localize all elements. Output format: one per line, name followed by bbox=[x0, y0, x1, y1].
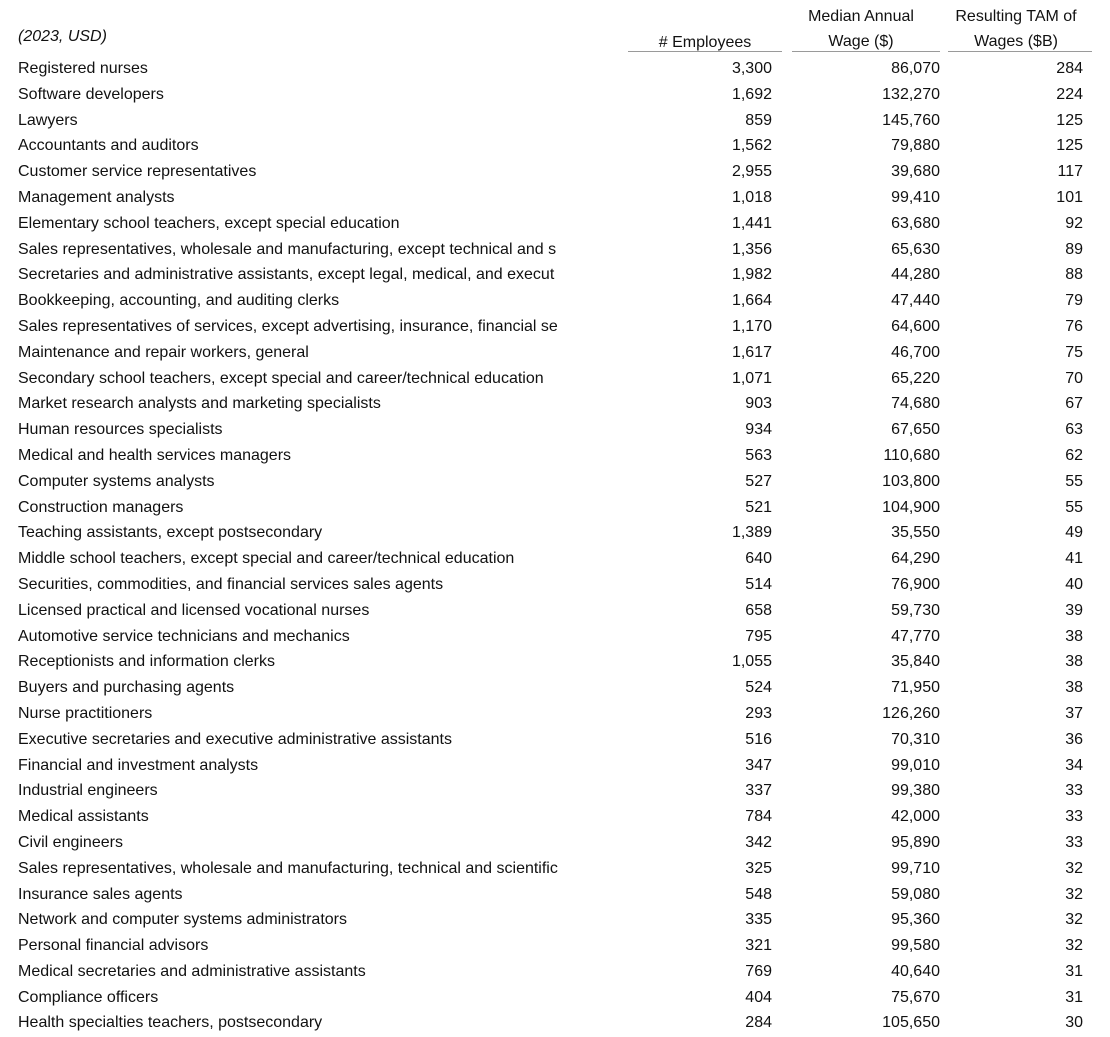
occupation-cell: Medical assistants bbox=[18, 808, 149, 826]
data-table bbox=[0, 57, 1110, 1037]
header-underline-tam bbox=[948, 51, 1092, 52]
occupation-cell: Computer systems analysts bbox=[18, 472, 215, 490]
tam-cell: 41 bbox=[1065, 550, 1083, 568]
occupation-cell: Elementary school teachers, except special education bbox=[18, 214, 400, 232]
employees-cell: 527 bbox=[745, 472, 772, 490]
employees-cell: 548 bbox=[745, 885, 772, 903]
table-row bbox=[0, 186, 1110, 212]
employees-cell: 795 bbox=[745, 627, 772, 645]
employees-cell: 1,441 bbox=[731, 214, 772, 232]
tam-cell: 34 bbox=[1065, 756, 1083, 774]
occupation-cell: Registered nurses bbox=[18, 60, 148, 77]
employees-cell: 325 bbox=[745, 859, 772, 877]
occupation-cell: Financial and investment analysts bbox=[18, 756, 259, 774]
occupation-cell: Nurse practitioners bbox=[18, 704, 153, 722]
median-wage-cell: 39,680 bbox=[891, 163, 940, 181]
tam-cell: 224 bbox=[1056, 85, 1083, 103]
employees-cell: 640 bbox=[745, 550, 772, 568]
table-row bbox=[0, 676, 1110, 702]
tam-cell: 92 bbox=[1065, 214, 1083, 232]
median-wage-cell: 110,680 bbox=[883, 446, 940, 464]
employees-cell: 903 bbox=[745, 395, 772, 413]
table-row bbox=[0, 986, 1110, 1012]
header-tam bbox=[940, 4, 1092, 54]
table-row bbox=[0, 883, 1110, 909]
employees-cell: 2,955 bbox=[731, 163, 772, 181]
tam-cell: 117 bbox=[1057, 163, 1083, 181]
occupation-cell: Licensed practical and licensed vocational nurses bbox=[18, 601, 370, 619]
header-underline-employees bbox=[628, 51, 782, 52]
median-wage-cell: 46,700 bbox=[891, 343, 940, 361]
employees-cell: 563 bbox=[745, 446, 772, 464]
occupation-cell: Middle school teachers, except special and career/technical education bbox=[18, 550, 515, 568]
median-wage-cell: 145,760 bbox=[882, 111, 940, 129]
table-row bbox=[0, 779, 1110, 805]
occupation-cell: Medical and health services managers bbox=[18, 446, 292, 464]
occupation-cell: Bookkeeping, accounting, and auditing clerks bbox=[18, 292, 340, 310]
employees-cell: 1,692 bbox=[731, 85, 772, 103]
employees-cell: 284 bbox=[745, 1014, 772, 1032]
tam-cell: 30 bbox=[1065, 1014, 1083, 1032]
table-row bbox=[0, 134, 1110, 160]
median-wage-cell: 42,000 bbox=[891, 808, 940, 826]
tam-cell: 125 bbox=[1056, 137, 1083, 155]
employees-cell: 1,664 bbox=[731, 292, 772, 310]
occupation-cell: Sales representatives, wholesale and manufacturing, except technical and s bbox=[18, 240, 557, 258]
median-wage-cell: 65,630 bbox=[891, 240, 940, 258]
tam-cell: 33 bbox=[1065, 808, 1083, 826]
tam-cell: 32 bbox=[1065, 885, 1083, 903]
employees-cell: 1,389 bbox=[731, 524, 772, 542]
occupation-cell: Personal financial advisors bbox=[18, 937, 209, 955]
employees-cell: 342 bbox=[745, 833, 772, 851]
tam-cell: 32 bbox=[1065, 911, 1083, 929]
header-wage-line1: Median Annual bbox=[808, 8, 914, 25]
median-wage-cell: 35,550 bbox=[891, 524, 940, 542]
employees-cell: 347 bbox=[745, 756, 772, 774]
table-row bbox=[0, 547, 1110, 573]
occupation-cell: Maintenance and repair workers, general bbox=[18, 343, 309, 361]
table-row bbox=[0, 238, 1110, 264]
employees-cell: 404 bbox=[745, 988, 772, 1006]
occupation-cell: Software developers bbox=[18, 85, 164, 103]
header-median-wage bbox=[782, 4, 940, 54]
header-wage-line2: Wage ($) bbox=[828, 33, 894, 50]
employees-cell: 769 bbox=[745, 962, 772, 980]
table-row bbox=[0, 1011, 1110, 1037]
employees-cell: 524 bbox=[745, 679, 772, 697]
occupation-cell: Human resources specialists bbox=[18, 421, 223, 439]
employees-cell: 521 bbox=[745, 498, 772, 516]
tam-cell: 62 bbox=[1065, 446, 1083, 464]
median-wage-cell: 47,770 bbox=[891, 627, 940, 645]
median-wage-cell: 64,600 bbox=[891, 317, 940, 335]
tam-cell: 70 bbox=[1065, 369, 1083, 387]
median-wage-cell: 99,010 bbox=[891, 756, 940, 774]
occupation-cell: Customer service representatives bbox=[18, 163, 257, 181]
occupation-cell: Health specialties teachers, postsecondary bbox=[18, 1014, 323, 1032]
table-row bbox=[0, 496, 1110, 522]
table-row bbox=[0, 109, 1110, 135]
units-label: (2023, USD) bbox=[18, 28, 107, 45]
tam-cell: 67 bbox=[1065, 395, 1083, 413]
tam-cell: 76 bbox=[1065, 317, 1083, 335]
tam-cell: 55 bbox=[1065, 498, 1083, 516]
median-wage-cell: 99,410 bbox=[891, 188, 940, 206]
table-row bbox=[0, 521, 1110, 547]
median-wage-cell: 64,290 bbox=[891, 550, 940, 568]
occupation-cell: Civil engineers bbox=[18, 833, 123, 851]
occupation-cell: Lawyers bbox=[18, 111, 78, 129]
table-row bbox=[0, 83, 1110, 109]
median-wage-cell: 59,730 bbox=[891, 601, 940, 619]
tam-cell: 33 bbox=[1065, 782, 1083, 800]
employees-cell: 293 bbox=[745, 704, 772, 722]
median-wage-cell: 105,650 bbox=[882, 1014, 940, 1032]
employees-cell: 514 bbox=[745, 575, 772, 593]
employees-cell: 3,300 bbox=[731, 60, 772, 77]
table-row bbox=[0, 212, 1110, 238]
tam-cell: 63 bbox=[1065, 421, 1083, 439]
occupation-cell: Executive secretaries and executive administrative assistants bbox=[18, 730, 452, 748]
median-wage-cell: 47,440 bbox=[891, 292, 940, 310]
tam-cell: 49 bbox=[1065, 524, 1083, 542]
header-employees-text: # Employees bbox=[658, 34, 752, 51]
tam-cell: 36 bbox=[1065, 730, 1083, 748]
table-row bbox=[0, 934, 1110, 960]
occupation-cell: Construction managers bbox=[18, 498, 184, 516]
employees-cell: 1,071 bbox=[731, 369, 772, 387]
table-row bbox=[0, 754, 1110, 780]
occupation-cell: Receptionists and information clerks bbox=[18, 653, 276, 671]
tam-cell: 125 bbox=[1056, 111, 1083, 129]
table-row bbox=[0, 702, 1110, 728]
occupation-cell: Medical secretaries and administrative assistants bbox=[18, 962, 366, 980]
table-row bbox=[0, 160, 1110, 186]
median-wage-cell: 35,840 bbox=[891, 653, 940, 671]
table-row bbox=[0, 599, 1110, 625]
table-row bbox=[0, 908, 1110, 934]
median-wage-cell: 103,800 bbox=[882, 472, 940, 490]
occupation-cell: Sales representatives, wholesale and manufacturing, technical and scientific bbox=[18, 859, 558, 877]
occupation-cell: Market research analysts and marketing specialists bbox=[18, 395, 381, 413]
median-wage-cell: 99,580 bbox=[891, 937, 940, 955]
median-wage-cell: 59,080 bbox=[891, 885, 940, 903]
tam-cell: 31 bbox=[1065, 962, 1083, 980]
employees-cell: 859 bbox=[745, 111, 772, 129]
median-wage-cell: 95,360 bbox=[891, 911, 940, 929]
tam-cell: 38 bbox=[1065, 653, 1083, 671]
employees-cell: 1,617 bbox=[731, 343, 772, 361]
median-wage-cell: 86,070 bbox=[891, 60, 940, 77]
table-row bbox=[0, 831, 1110, 857]
tam-cell: 89 bbox=[1065, 240, 1083, 258]
occupation-cell: Accountants and auditors bbox=[18, 137, 199, 155]
tam-cell: 31 bbox=[1065, 988, 1083, 1006]
table-row bbox=[0, 263, 1110, 289]
occupation-cell: Compliance officers bbox=[18, 988, 159, 1006]
tam-cell: 75 bbox=[1065, 343, 1083, 361]
median-wage-cell: 76,900 bbox=[891, 575, 940, 593]
median-wage-cell: 71,950 bbox=[891, 679, 940, 697]
employees-cell: 1,170 bbox=[731, 317, 772, 335]
occupation-cell: Network and computer systems administrators bbox=[18, 911, 347, 929]
tam-cell: 39 bbox=[1065, 601, 1083, 619]
median-wage-cell: 67,650 bbox=[891, 421, 940, 439]
occupation-cell: Insurance sales agents bbox=[18, 885, 183, 903]
employees-cell: 321 bbox=[745, 937, 772, 955]
median-wage-cell: 75,670 bbox=[891, 988, 940, 1006]
occupation-cell: Teaching assistants, except postsecondary bbox=[18, 524, 323, 542]
employees-cell: 1,018 bbox=[731, 188, 772, 206]
employees-cell: 337 bbox=[745, 782, 772, 800]
median-wage-cell: 63,680 bbox=[891, 214, 940, 232]
tam-cell: 32 bbox=[1065, 937, 1083, 955]
tam-cell: 32 bbox=[1065, 859, 1083, 877]
occupation-cell: Automotive service technicians and mechanics bbox=[18, 627, 350, 645]
median-wage-cell: 99,380 bbox=[891, 782, 940, 800]
table-row bbox=[0, 470, 1110, 496]
median-wage-cell: 104,900 bbox=[882, 498, 940, 516]
median-wage-cell: 74,680 bbox=[891, 395, 940, 413]
occupation-cell: Industrial engineers bbox=[18, 782, 158, 800]
median-wage-cell: 99,710 bbox=[891, 859, 940, 877]
tam-cell: 284 bbox=[1056, 60, 1083, 77]
tam-cell: 101 bbox=[1056, 188, 1083, 206]
table-row bbox=[0, 57, 1110, 83]
occupation-cell: Sales representatives of services, except advertising, insurance, financial se bbox=[18, 317, 558, 335]
table-row bbox=[0, 857, 1110, 883]
tam-cell: 38 bbox=[1065, 679, 1083, 697]
median-wage-cell: 44,280 bbox=[891, 266, 940, 284]
tam-cell: 38 bbox=[1065, 627, 1083, 645]
table-row bbox=[0, 444, 1110, 470]
median-wage-cell: 126,260 bbox=[882, 704, 940, 722]
occupation-cell: Secretaries and administrative assistants, except legal, medical, and execut bbox=[18, 266, 555, 284]
employees-cell: 934 bbox=[745, 421, 772, 439]
table-row bbox=[0, 573, 1110, 599]
tam-cell: 79 bbox=[1065, 292, 1083, 310]
table-row bbox=[0, 341, 1110, 367]
tam-cell: 37 bbox=[1065, 704, 1083, 722]
employees-cell: 658 bbox=[745, 601, 772, 619]
table-row bbox=[0, 392, 1110, 418]
median-wage-cell: 79,880 bbox=[891, 137, 940, 155]
table-row bbox=[0, 289, 1110, 315]
occupation-cell: Buyers and purchasing agents bbox=[18, 679, 235, 697]
table-row bbox=[0, 960, 1110, 986]
header-tam-line1: Resulting TAM of bbox=[955, 8, 1077, 25]
tam-cell: 55 bbox=[1065, 472, 1083, 490]
occupation-cell: Secondary school teachers, except special and career/technical education bbox=[18, 369, 544, 387]
occupation-cell: Securities, commodities, and financial services sales agents bbox=[18, 575, 444, 593]
median-wage-cell: 95,890 bbox=[891, 833, 940, 851]
median-wage-cell: 132,270 bbox=[882, 85, 940, 103]
table-row bbox=[0, 625, 1110, 651]
table-row bbox=[0, 418, 1110, 444]
header-tam-line2: Wages ($B) bbox=[974, 33, 1058, 50]
tam-cell: 88 bbox=[1065, 266, 1083, 284]
employees-cell: 1,055 bbox=[731, 653, 772, 671]
employees-cell: 1,356 bbox=[731, 240, 772, 258]
employees-cell: 1,562 bbox=[731, 137, 772, 155]
employees-cell: 1,982 bbox=[731, 266, 772, 284]
median-wage-cell: 40,640 bbox=[891, 962, 940, 980]
tam-cell: 40 bbox=[1065, 575, 1083, 593]
median-wage-cell: 70,310 bbox=[891, 730, 940, 748]
header-underline-wage bbox=[792, 51, 940, 52]
employees-cell: 516 bbox=[745, 730, 772, 748]
tam-cell: 33 bbox=[1065, 833, 1083, 851]
table-row bbox=[0, 315, 1110, 341]
table-row bbox=[0, 367, 1110, 393]
employees-cell: 784 bbox=[745, 808, 772, 826]
table-row bbox=[0, 805, 1110, 831]
table-row bbox=[0, 650, 1110, 676]
table-row bbox=[0, 728, 1110, 754]
occupation-cell: Management analysts bbox=[18, 188, 175, 206]
median-wage-cell: 65,220 bbox=[891, 369, 940, 387]
employees-cell: 335 bbox=[745, 911, 772, 929]
